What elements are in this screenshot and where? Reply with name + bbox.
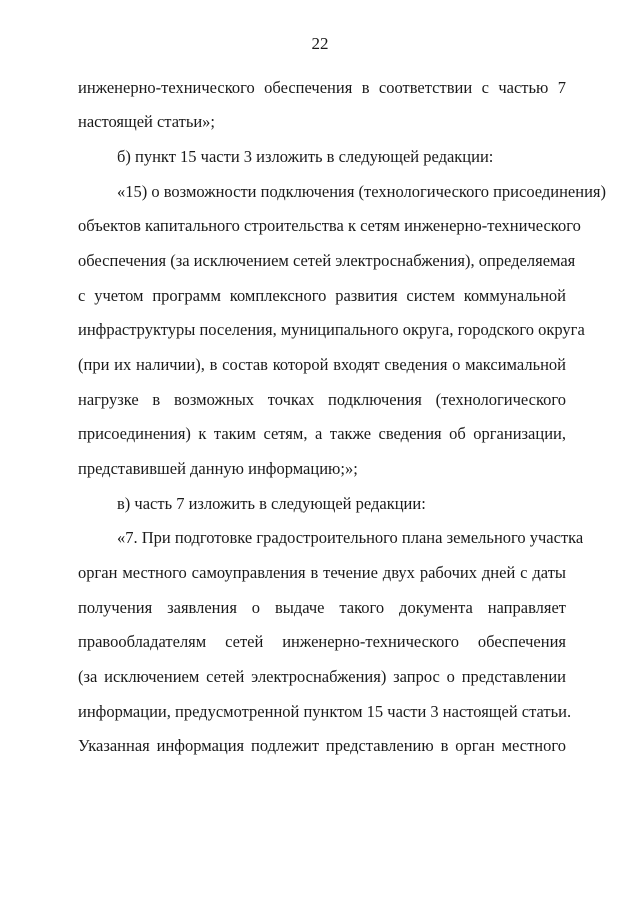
text-line: объектов капитального строительства к сетям инженерно-технического	[78, 216, 581, 235]
text-line: получения заявления о выдаче такого документа направляет	[78, 598, 566, 617]
text-line: «7. При подготовке градостроительного плана земельного участка	[117, 528, 584, 547]
text-line: б) пункт 15 части 3 изложить в следующей редакции:	[117, 147, 494, 166]
text-line: орган местного самоуправления в течение двух рабочих дней с даты	[78, 563, 566, 582]
text-line: в) часть 7 изложить в следующей редакции:	[117, 494, 426, 513]
text-line: обеспечения (за исключением сетей электроснабжения), определяемая	[78, 251, 576, 270]
text-line: инфраструктуры поселения, муниципального округа, городского округа	[78, 320, 585, 339]
text-line: (при их наличии), в состав которой входят сведения о максимальной	[78, 355, 566, 374]
text-line: представившей данную информацию;»;	[78, 459, 358, 478]
page-number: 22	[311, 34, 329, 53]
text-line: нагрузке в возможных точках подключения (технологического	[78, 390, 566, 409]
text-line: информации, предусмотренной пунктом 15 части 3 настоящей статьи.	[78, 702, 572, 721]
text-line: (за исключением сетей электроснабжения) запрос о представлении	[78, 667, 566, 686]
text-line: присоединения) к таким сетям, а также сведения об организации,	[78, 424, 566, 443]
text-line: «15) о возможности подключения (технологического присоединения)	[117, 182, 606, 201]
text-line: инженерно-технического обеспечения в соответствии с частью 7	[78, 78, 566, 97]
text-line: настоящей статьи»;	[78, 112, 216, 131]
text-line: правообладателям сетей инженерно-технического обеспечения	[78, 632, 566, 651]
text-line: Указанная информация подлежит представлению в орган местного	[78, 736, 566, 755]
text-line: с учетом программ комплексного развития систем коммунальной	[78, 286, 566, 305]
